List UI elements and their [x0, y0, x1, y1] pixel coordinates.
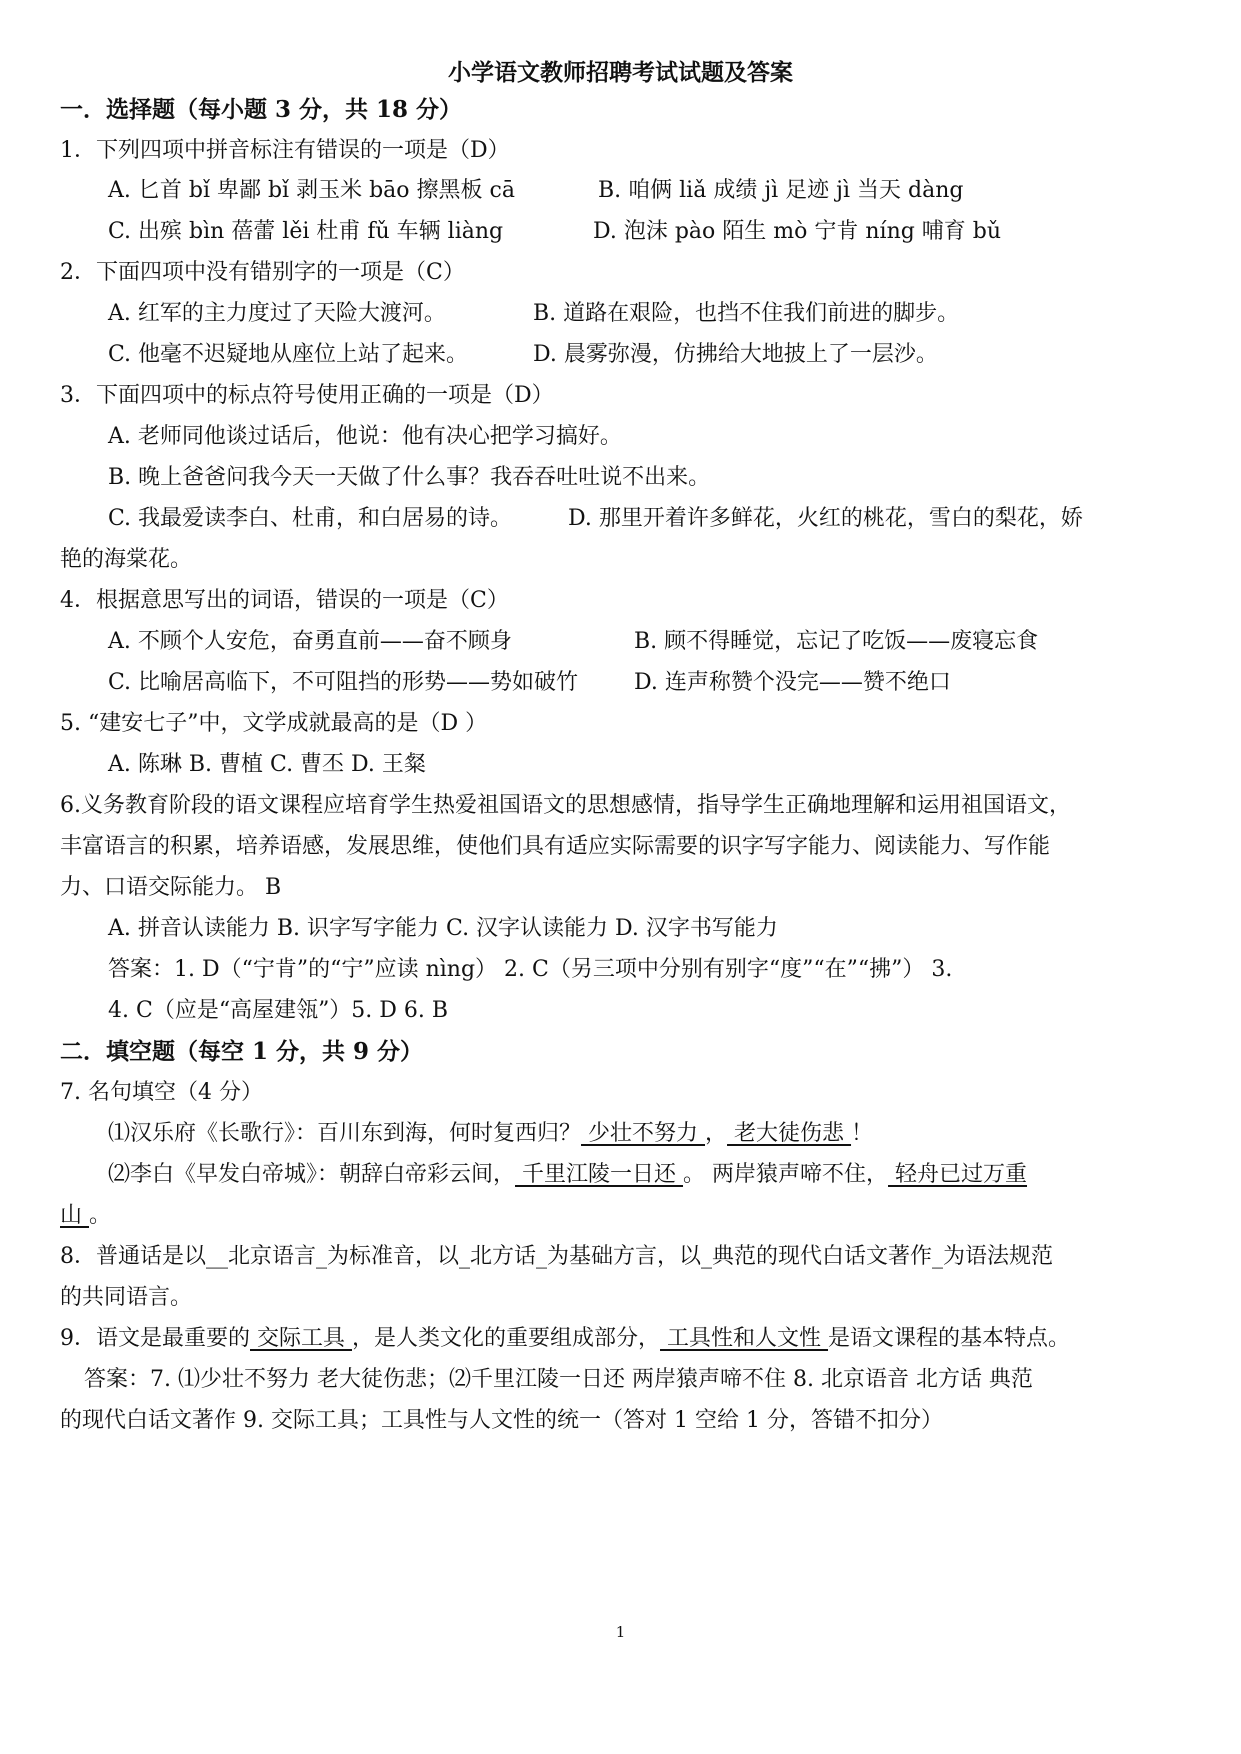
q7-stem: 7. 名句填空（4 分） [60, 1080, 263, 1105]
q7-line-2-middle: 。 两岸猿声啼不住， [683, 1162, 889, 1187]
q9-text-pre: 9．语文是最重要的 [60, 1326, 250, 1351]
q7-answer-blank-3: 千里江陵一日还 [515, 1162, 684, 1187]
q9-text-end: 是语文课程的基本特点。 [828, 1326, 1071, 1351]
q7-line-1-text: ⑴汉乐府《长歌行》：百川东到海，何时复西归？ [108, 1121, 582, 1146]
q7-answer-blank-4: 轻舟已过万重 [888, 1162, 1028, 1187]
q9-line [60, 1324, 1070, 1354]
q4-option-b: B. 顾不得睡觉，忘记了吃饭——废寝忘食 [634, 629, 1039, 654]
q7-line-1-separator: ， [705, 1121, 728, 1146]
q7-line-2-text: ⑵李白《早发白帝城》：朝辞白帝彩云间， [108, 1162, 516, 1187]
q1-option-a: A. 匕首 bǐ 卑鄙 bǐ 剥玉米 bāo 擦黑板 cā [108, 178, 515, 203]
q6-options: A. 拼音认读能力 B. 识字写字能力 C. 汉字认读能力 D. 汉字书写能力 [108, 916, 778, 941]
q3-option-c: C. 我最爱读李白、杜甫，和白居易的诗。 [108, 506, 513, 531]
q5-options: A. 陈琳 B. 曹植 C. 曹丕 D. 王粲 [108, 752, 426, 777]
q3-option-a: A. 老师同他谈过话后，他说：他有决心把学习搞好。 [108, 424, 622, 449]
q3-option-b: B. 晚上爸爸问我今天一天做了什么事？我吞吞吐吐说不出来。 [108, 465, 711, 490]
q2-option-d: D. 晨雾弥漫，仿拂给大地披上了一层沙。 [533, 342, 938, 367]
q1-option-c: C. 出殡 bìn 蓓蕾 lěi 杜甫 fǔ 车辆 liàng [108, 219, 504, 244]
section2-answer-line-2: 的现代白话文著作 9. 交际工具；工具性与人文性的统一（答对 1 空给 1 分，答错不扣分） [60, 1408, 943, 1433]
document-title: 小学语文教师招聘考试试题及答案 [448, 59, 793, 86]
q2-stem: 2．下面四项中没有错别字的一项是（C） [60, 260, 465, 285]
page-number: 1 [615, 1623, 626, 1641]
q8-line-1: 8．普通话是以__北京语言_为标准音，以_北方话_为基础方言，以_典范的现代白话文著作_为语法规范 [60, 1244, 1054, 1269]
q1-stem: 1．下列四项中拼音标注有错误的一项是（D） [60, 138, 510, 163]
q3-option-d-cont: 艳的海棠花。 [60, 547, 193, 572]
q3-stem: 3．下面四项中的标点符号使用正确的一项是（D） [60, 383, 554, 408]
section1-answer-line-2: 4. C（应是“高屋建瓴”）5. D 6. B [108, 998, 449, 1023]
q7-line-1-end: ！ [851, 1121, 874, 1146]
q7-line-3-end: 。 [89, 1203, 112, 1228]
q4-stem: 4．根据意思写出的词语，错误的一项是（C） [60, 588, 509, 613]
q2-option-a: A. 红军的主力度过了天险大渡河。 [108, 301, 446, 326]
q4-option-c: C. 比喻居高临下，不可阻挡的形势——势如破竹 [108, 670, 579, 695]
q2-option-c: C. 他毫不迟疑地从座位上站了起来。 [108, 342, 469, 367]
q9-answer-blank-2: 工具性和人文性 [660, 1326, 829, 1351]
q1-option-b: B. 咱俩 liǎ 成绩 jì 足迹 jì 当天 dàng [598, 178, 964, 203]
q7-answer-blank-2: 老大徒伤悲 [727, 1121, 852, 1146]
q6-line-2: 丰富语言的积累，培养语感，发展思维，使他们具有适应实际需要的识字写字能力、阅读能力、写作能 [60, 834, 1051, 859]
q7-line-3 [60, 1201, 111, 1231]
q7-answer-blank-1: 少壮不努力 [581, 1121, 706, 1146]
q4-option-a: A. 不顾个人安危，奋勇直前——奋不顾身 [108, 629, 512, 654]
section2-answer-line-1: 答案：7. ⑴少壮不努力 老大徒伤悲；⑵千里江陵一日还 两岸猿声啼不住 8. 北京语音 北方话 典范 [84, 1367, 1033, 1392]
q9-text-mid: ，是人类文化的重要组成部分， [352, 1326, 661, 1351]
q8-line-2: 的共同语言。 [60, 1285, 193, 1310]
q3-option-d: D. 那里开着许多鲜花，火红的桃花，雪白的梨花，娇 [568, 506, 1083, 531]
section1-answer-line-1: 答案：1. D（“宁肯”的“宁”应读 nìng） 2. C（另三项中分别有别字“度”“在”“拂”） 3. [108, 957, 953, 982]
q4-option-d: D. 连声称赞个没完——赞不绝口 [634, 670, 951, 695]
q7-answer-blank-4-cont: 山 [60, 1203, 89, 1228]
q7-line-1 [108, 1119, 873, 1149]
q6-line-1: 6.义务教育阶段的语文课程应培育学生热爱祖国语文的思想感情，指导学生正确地理解和运用祖国语文， [60, 793, 1071, 818]
q1-option-d: D. 泡沫 pào 陌生 mò 宁肯 níng 哺育 bǔ [593, 219, 1002, 244]
section1-heading: 一．选择题（每小题 3 分，共 18 分） [60, 96, 463, 123]
section2-heading: 二．填空题（每空 1 分，共 9 分） [60, 1038, 424, 1065]
q5-stem: 5. “建安七子”中，文学成就最高的是（D ） [60, 711, 488, 736]
q6-line-3: 力、口语交际能力。 B [60, 875, 282, 900]
q9-answer-blank-1: 交际工具 [250, 1326, 352, 1351]
q2-option-b: B. 道路在艰险，也挡不住我们前进的脚步。 [533, 301, 960, 326]
q7-line-2 [108, 1160, 1027, 1190]
